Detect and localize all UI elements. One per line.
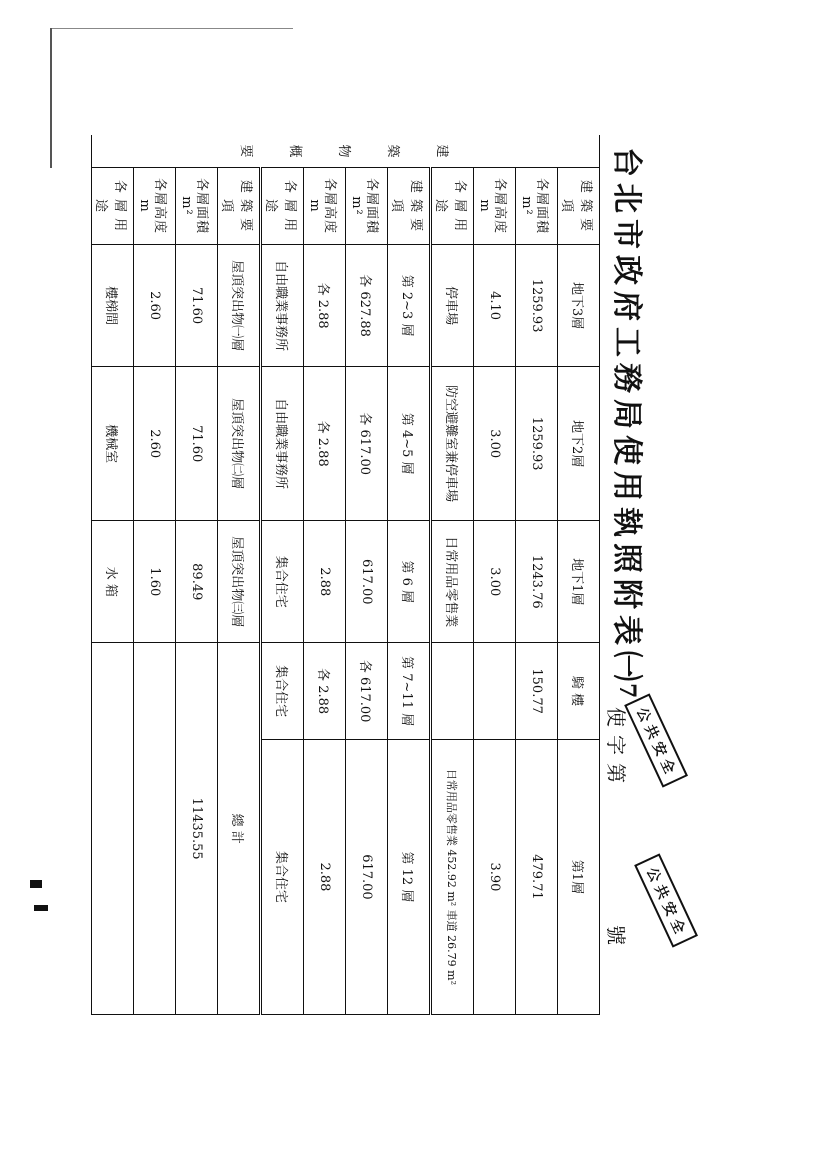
table-row — [346, 135, 388, 1015]
table-cell: 1259.93 — [516, 367, 558, 521]
table-cell — [92, 643, 134, 1015]
table-cell: 樓梯間 — [92, 245, 134, 367]
building-summary-table — [91, 135, 600, 1015]
table-cell: 集合住宅 — [261, 643, 304, 740]
official-stamp: 公 共 安 全 — [634, 853, 698, 947]
table-cell: 150.77 — [516, 643, 558, 740]
table-cell: 2.88 — [304, 739, 346, 1014]
table-cell: 2.60 — [134, 367, 176, 521]
table-cell: 集合住宅 — [261, 739, 304, 1014]
table-cell: 4.10 — [474, 245, 516, 367]
row-label: 建 築 要 項 — [218, 168, 261, 245]
document-title: 台北市政府工務局使用執照附表㈠ — [609, 147, 644, 687]
row-label: 各層面積m² — [346, 168, 388, 245]
table-cell: 各 2.88 — [304, 643, 346, 740]
scan-mark — [34, 905, 48, 911]
table-cell: 防空避難室兼停車場 — [431, 367, 474, 521]
table-cell: 地下3層 — [558, 245, 600, 367]
table-cell: 自由職業事務所 — [261, 367, 304, 521]
table-cell: 屋頂突出物㈢層 — [218, 521, 261, 643]
table-cell: 617.00 — [346, 739, 388, 1014]
scan-mark — [30, 880, 42, 888]
table-cell: 第 7~11 層 — [388, 643, 431, 740]
table-cell — [474, 643, 516, 740]
row-label: 各層高度 m — [304, 168, 346, 245]
table-row — [388, 135, 431, 1015]
table-cell: 71.60 — [176, 245, 218, 367]
table-row — [134, 135, 176, 1015]
table-cell: 1259.93 — [516, 245, 558, 367]
table-cell: 各 627.88 — [346, 245, 388, 367]
table-cell: 自由職業事務所 — [261, 245, 304, 367]
table-cell: 3.90 — [474, 739, 516, 1014]
table-cell — [134, 643, 176, 1015]
row-label: 各層高度 m — [474, 168, 516, 245]
table-cell: 71.60 — [176, 367, 218, 521]
table-cell: 地下2層 — [558, 367, 600, 521]
table-row — [431, 135, 474, 1015]
table-cell: 617.00 — [346, 521, 388, 643]
table-cell: 各 617.00 — [346, 643, 388, 740]
scan-border — [50, 28, 293, 35]
table-row — [218, 135, 261, 1015]
row-label: 各層面積m² — [176, 168, 218, 245]
rotated-document — [70, 135, 688, 1015]
scan-edge-line — [50, 28, 52, 168]
table-cell: 479.71 — [516, 739, 558, 1014]
table-row — [304, 135, 346, 1015]
table-cell: 機械室 — [92, 367, 134, 521]
table-cell: 各 2.88 — [304, 367, 346, 521]
table-row — [261, 135, 304, 1015]
table-cell: 停車場 — [431, 245, 474, 367]
table-cell: 11435.55 — [176, 643, 218, 1015]
table-row — [558, 135, 600, 1015]
row-label: 各 層 用 途 — [261, 168, 304, 245]
table-cell: 第 2~3 層 — [388, 245, 431, 367]
table-cell: 屋頂突出物㈠層 — [218, 245, 261, 367]
row-label: 各 層 用 途 — [92, 168, 134, 245]
table-cell: 2.88 — [304, 521, 346, 643]
table-cell: 日常用品零售業 452.92 m² 車道 26.79 m² — [431, 739, 474, 1014]
table-cell: 總 計 — [218, 643, 261, 1015]
table-cell: 2.60 — [134, 245, 176, 367]
table-cell: 第1層 — [558, 739, 600, 1014]
table-row — [516, 135, 558, 1015]
table-row — [92, 135, 134, 1015]
row-label: 各 層 用 途 — [431, 168, 474, 245]
permit-suffix: 號 — [604, 925, 628, 945]
table-cell: 3.00 — [474, 367, 516, 521]
row-label: 建 築 要 項 — [558, 168, 600, 245]
row-label: 各層面積m² — [516, 168, 558, 245]
row-label: 各層高度 m — [134, 168, 176, 245]
table-cell — [431, 643, 474, 740]
table-cell: 騎 樓 — [558, 643, 600, 740]
permit-number: 7 — [614, 683, 640, 699]
table-cell: 89.49 — [176, 521, 218, 643]
table-cell: 1243.76 — [516, 521, 558, 643]
table-cell: 各 2.88 — [304, 245, 346, 367]
table-cell: 1.60 — [134, 521, 176, 643]
table-cell: 屋頂突出物㈡層 — [218, 367, 261, 521]
row-label: 建 築 要 項 — [388, 168, 431, 245]
table-cell: 水 箱 — [92, 521, 134, 643]
table-cell: 各 617.00 — [346, 367, 388, 521]
official-stamp: 公 共 安 全 — [624, 693, 688, 787]
table-row — [474, 135, 516, 1015]
table-cell: 地下1層 — [558, 521, 600, 643]
permit-prefix: 使字第 — [604, 707, 628, 791]
table-cell: 3.00 — [474, 521, 516, 643]
table-cell: 日常用品零售業 — [431, 521, 474, 643]
side-label: 建 築 物 概 要 — [92, 135, 600, 168]
table-row — [176, 135, 218, 1015]
table-cell: 第 4~5 層 — [388, 367, 431, 521]
table-cell: 第 6 層 — [388, 521, 431, 643]
table-cell: 第 12 層 — [388, 739, 431, 1014]
table-cell: 集合住宅 — [261, 521, 304, 643]
